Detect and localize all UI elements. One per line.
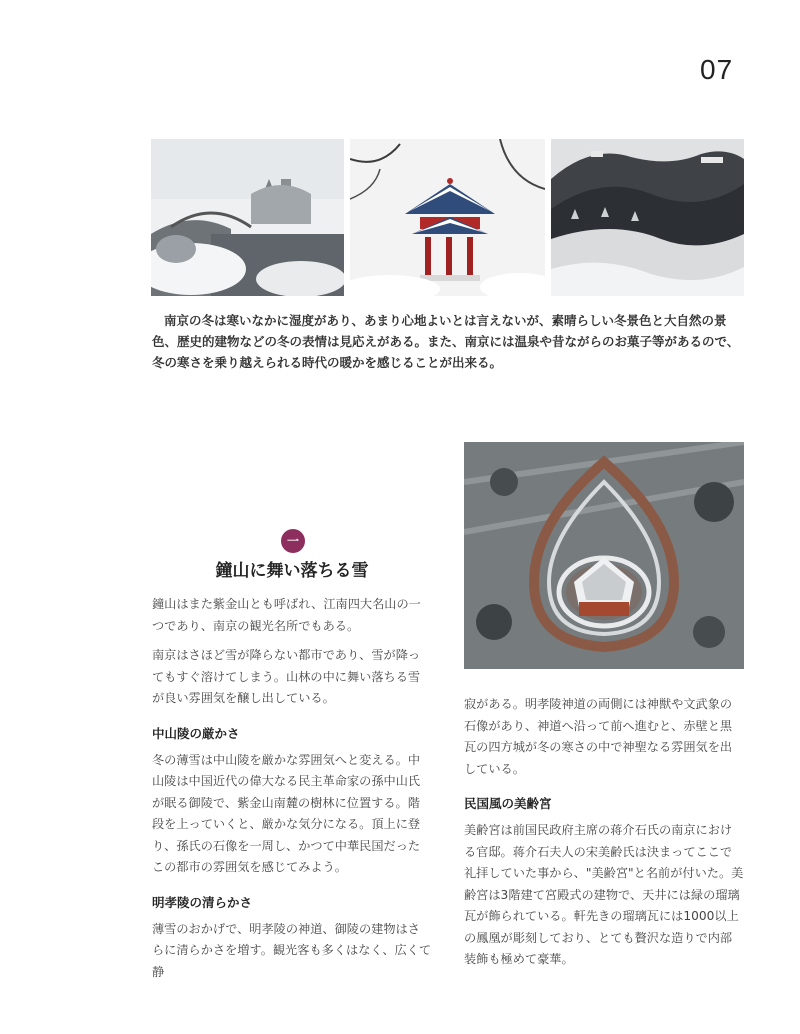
right-column xyxy=(464,694,744,979)
paragraph: 美齢宮は前国民政府主席の蒋介石氏の南京における官邸。蒋介石夫人の宋美齢氏は決まってここで礼拝していた事から、"美齢宮"と名前が付いた。美齢宮は3階建て宮殿式の建物で、天井には緑の瑠璃瓦が飾られている。軒先きの瑠璃瓦には1000以上の鳳凰が彫刻しており、とても贅沢な造りで内部装飾も極めて豪華。 xyxy=(464,823,744,966)
section-title: 鐘山に舞い落ちる雪 xyxy=(215,561,369,581)
left-column xyxy=(152,594,432,991)
paragraph: 南京はさほど雪が降らない都市であり、雪が降ってもすぐ溶けてしまう。山林の中に舞い落ちる雪が良い雰囲気を醸し出している。 xyxy=(152,648,421,705)
subheading: 明孝陵の清らかさ xyxy=(152,894,253,910)
paragraph: 薄雪のおかげで、明孝陵の神道、御陵の建物はさらに清らかさを増す。観光客も多くはなく、広くて静 xyxy=(152,921,432,979)
paragraph: 冬の薄雪は中山陵を厳かな雰囲気へと変える。中山陵は中国近代の偉大なる民主革命家の孫中山氏が眠る御陵で、紫金山南麓の樹林に位置する。階段を上っていくと、厳かな気分になる。頂上に登り、孫氏の石像を一周し、かつて中華民国だったこの都市の雰囲気を感じてみよう。 xyxy=(152,752,421,874)
snowy-lake-bridge-photo xyxy=(151,139,344,296)
paragraph: 鐘山はまた紫金山とも呼ばれ、江南四大名山の一つであり、南京の観光名所でもある。 xyxy=(152,597,421,633)
subheading: 中山陵の厳かさ xyxy=(152,725,240,741)
intro-paragraph: 南京の冬は寒いなかに湿度があり、あまり心地よいとは言えないが、素晴らしい冬景色と大自然の景色、歴史的建物などの冬の表情は見応えがある。また、南京には温泉や昔ながらのお菓子等があるので、冬の寒さを乗り越えられる時代の暖かを感じることが出来る。 xyxy=(152,313,740,370)
paragraph: 寂がある。明孝陵神道の両側には神獣や文武象の石像があり、神道へ沿って前へ進むと、赤壁と黒瓦の四方城が冬の寒さの中で神聖なる雰囲気を出している。 xyxy=(464,697,733,776)
snowy-mountain-ridge-photo xyxy=(551,139,744,296)
snowy-red-pavilion-photo xyxy=(350,139,545,296)
subheading: 民国風の美齢宮 xyxy=(464,796,552,811)
aerial-meiling-palace-photo xyxy=(464,442,744,669)
section-number-badge: 一 xyxy=(281,529,305,553)
page-number: 07 xyxy=(700,54,734,85)
